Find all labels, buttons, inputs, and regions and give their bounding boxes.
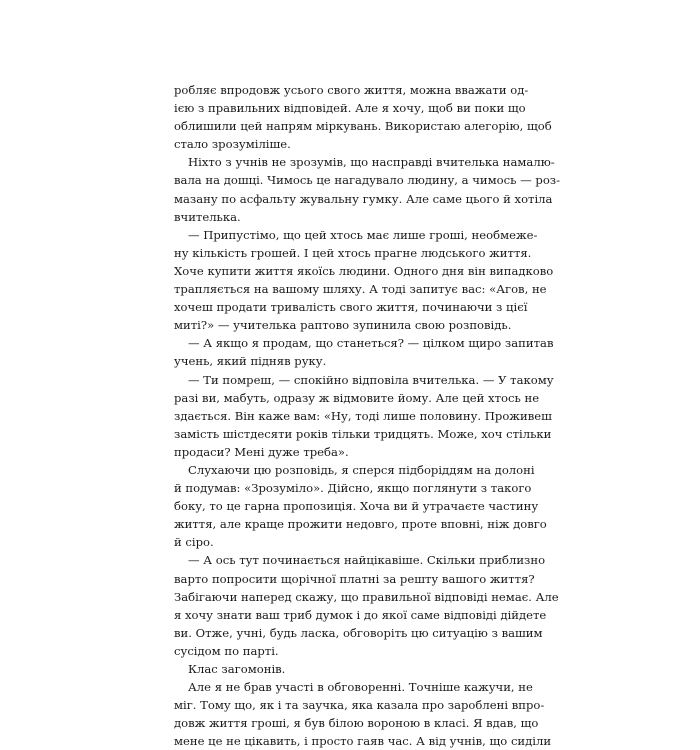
- paragraph: [174, 371, 554, 461]
- text-line: життя, але краще прожити недовго, проте вповні, ніж довго: [174, 517, 547, 532]
- paragraph: [174, 678, 552, 750]
- text-line: вала на дошці. Чимось це нагадувало людину, а чимось — роз-: [174, 173, 561, 188]
- text-line: Але я не брав участі в обговоренні. Точніше кажучи, не: [188, 680, 533, 695]
- paragraph: [174, 660, 515, 678]
- text-line: — Припустімо, що цей хтось має лише гроші, необмеже-: [188, 227, 538, 242]
- text-line: Хоче купити життя якоїсь людини. Одного дня він випадково: [174, 263, 554, 278]
- text-line: учень, який підняв руку.: [174, 354, 327, 369]
- text-line: продаси? Мені дуже треба».: [174, 444, 349, 459]
- text-line: й подумав: «Зрозуміло». Дійсно, якщо поглянути з такого: [174, 481, 532, 496]
- text-line: — Ти помреш, — спокійно відповіла вчителька. — У такому: [188, 372, 554, 387]
- text-line: мене це не цікавить, і просто гаяв час. А від учнів, що сиділи: [174, 734, 552, 749]
- text-line: ією з правильних відповідей. Але я хочу, щоб ви поки що: [174, 101, 526, 116]
- text-line: боку, то це гарна пропозиція. Хоча ви й утрачаєте частину: [174, 499, 539, 514]
- text-line: замість шістдесяти років тільки тридцять. Може, хоч стільки: [174, 426, 552, 441]
- text-line: варто попросити щорічної платні за решту вашого життя?: [174, 571, 535, 586]
- text-line: Забігаючи наперед скажу, що правильної відповіді немає. Але: [174, 589, 559, 604]
- text-line: мазану по асфальту жувальну гумку. Але саме цього й хотіла: [174, 191, 553, 206]
- text-line: Клас загомонів.: [188, 662, 286, 676]
- paragraph: [174, 551, 559, 660]
- text-line: разі ви, мабуть, одразу ж відмовите йому. Але цей хтось не: [174, 390, 540, 405]
- text-line: трапляється на вашому шляху. А тоді запитує вас: «Агов, не: [174, 282, 547, 297]
- text-line: я хочу знати ваш триб думок і до якої саме відповіді дійдете: [174, 607, 547, 622]
- text-line: — А якщо я продам, що станеться? — цілком щиро запитав: [188, 336, 554, 351]
- text-line: Ніхто з учнів не зрозумів, що насправді вчителька намалю-: [188, 155, 555, 170]
- text-line: миті?» — учителька раптово зупинила свою розповідь.: [174, 318, 512, 333]
- text-line: ви. Отже, учні, будь ласка, обговоріть цю ситуацію з вашим: [174, 625, 543, 640]
- page-text: [174, 81, 561, 750]
- paragraph: [174, 153, 561, 225]
- text-line: й сіро.: [174, 535, 214, 550]
- text-line: здається. Він каже вам: «Ну, тоді лише половину. Проживеш: [174, 408, 552, 423]
- text-line: стало зрозуміліше.: [174, 137, 291, 152]
- text-line: довж життя гроші, я був білою вороною в класі. Я вдав, що: [174, 716, 539, 731]
- text-line: облишили цей напрям міркувань. Використаю алегорію, щоб: [174, 119, 552, 134]
- paragraph: [174, 334, 554, 370]
- text-line: хочеш продати тривалість свого життя, починаючи з цієї: [174, 300, 528, 315]
- paragraph: [174, 226, 554, 335]
- text-line: вчителька.: [174, 209, 241, 224]
- text-line: сусідом по парті.: [174, 643, 279, 658]
- text-line: — А ось тут починається найцікавіше. Скільки приблизно: [188, 553, 546, 568]
- paragraph: [174, 81, 552, 153]
- text-line: міг. Тому що, як і та заучка, яка казала про зароблені впро-: [174, 698, 545, 713]
- text-line: ну кількість грошей. І цей хтось прагне людського життя.: [174, 245, 532, 260]
- text-line: Слухаючи цю розповідь, я сперся підборіддям на долоні: [188, 462, 535, 477]
- paragraph: [174, 461, 547, 551]
- text-line: робляє впродовж усього свого життя, можна вважати од-: [174, 83, 529, 97]
